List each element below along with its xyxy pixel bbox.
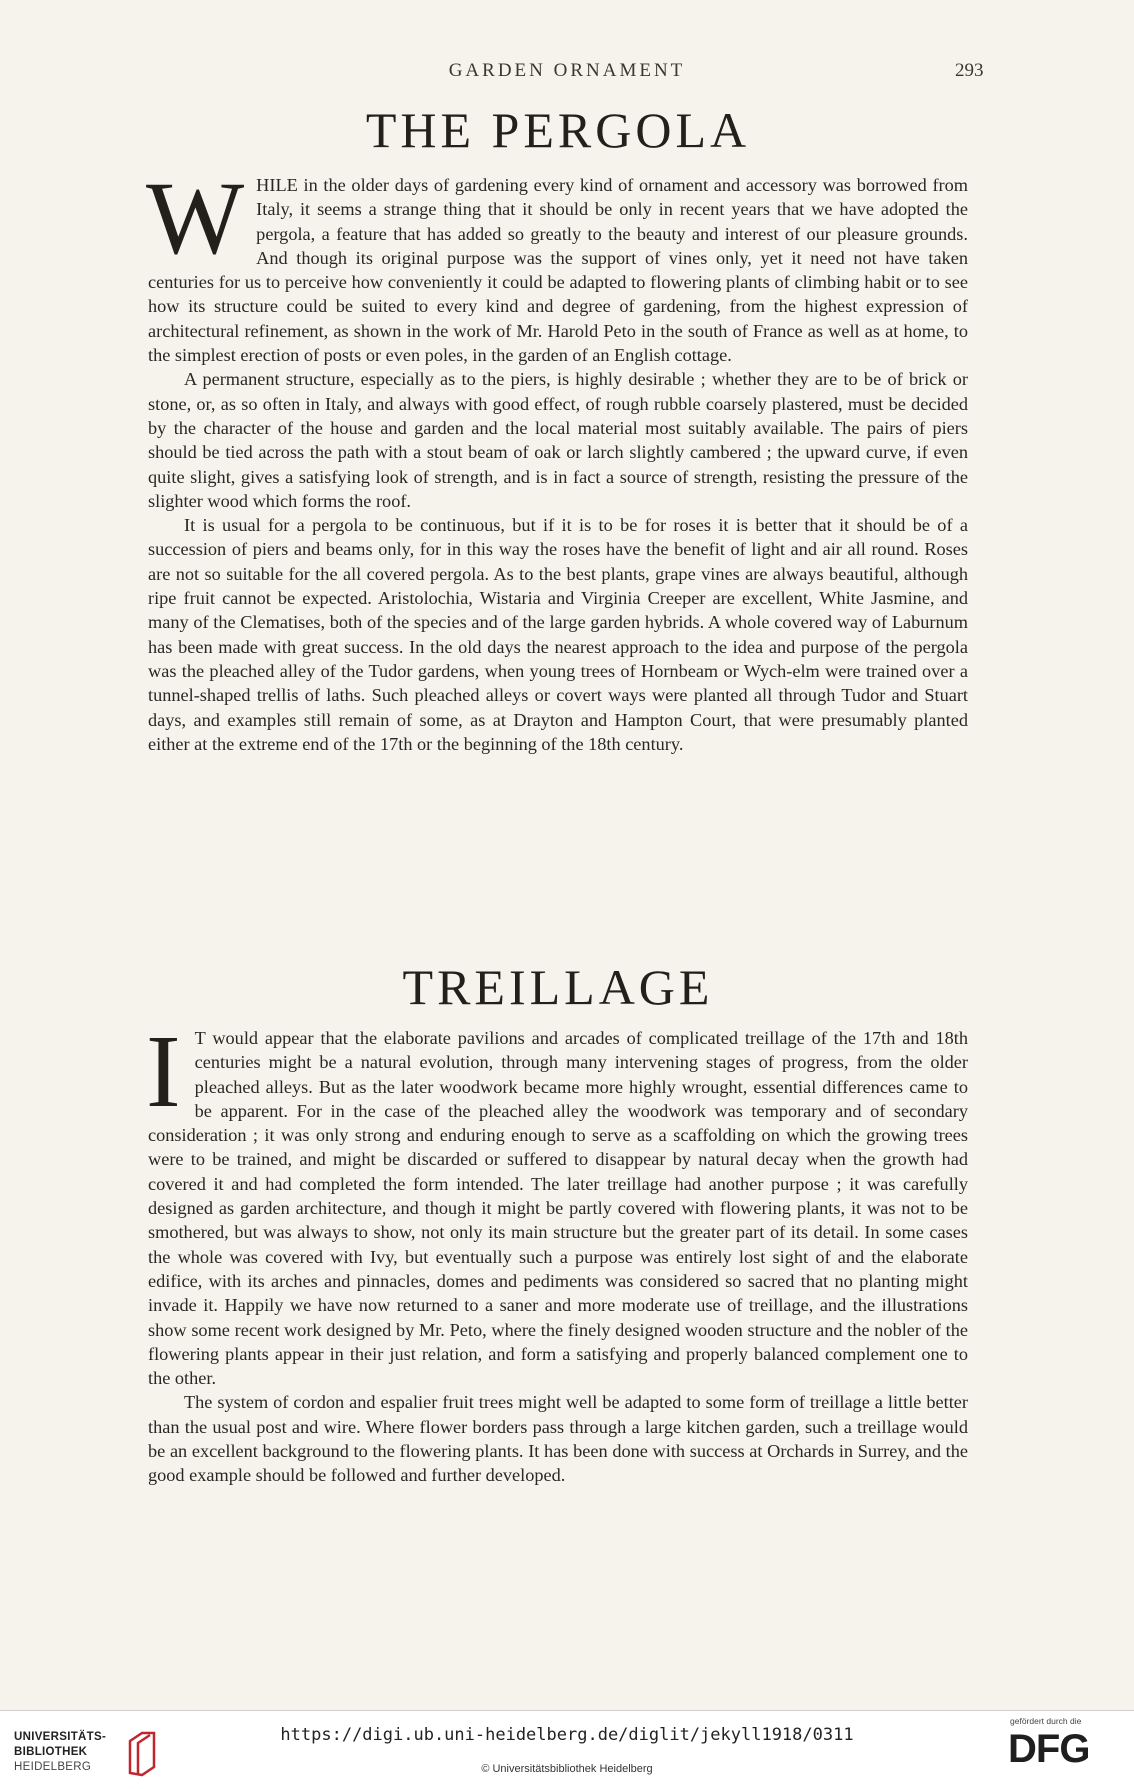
section-title-pergola: THE PERGOLA [365, 102, 751, 158]
funding-note: gefördert durch die [1010, 1716, 1082, 1726]
section-title-treillage: TREILLAGE [402, 959, 714, 1015]
pergola-paragraph-2: A permanent structure, especially as to the piers, is highly desirable ; whether they are to be of brick or stone, or, as so often in Italy, and always with good effect, of rough rubble coarsely plastered, must be decided by the character of the house and garden and the local material most suitably available. The pairs of piers should be tied across the path with a stout beam of oak or larch slightly cambered ; the upward curve, if even quite slight, gives a satisfying look of strength, and is in fact a source of strength, resisting the pressure of the slighter wood which forms the roof. [148, 369, 968, 511]
dfg-logo: DFG [1008, 1727, 1090, 1771]
library-name-line2: BIBLIOTHEK [14, 1746, 88, 1758]
pergola-section [146, 102, 968, 756]
digitization-footer [0, 1710, 1134, 1789]
treillage-paragraph-2: The system of cordon and espalier fruit trees might well be adapted to some form of treillage a little better than the usual post and wire. Where flower borders pass through a large kitchen garden, such a treillage would be an excellent background to the flowering plants. It has been done with success at Orchards in Surrey, and the good example should be followed and further developed. [148, 1392, 968, 1486]
copyright-notice: © Universitätsbibliothek Heidelberg [481, 1763, 653, 1775]
treillage-paragraph-1: I T would appear that the elaborate pavilions and arcades of complicated treillage of the 17th and 18th centuries might be a natural evolution, through many intervening stages of progress, from the older pleached alleys. But as the later woodwork became more highly wrought, essential differences came to be apparent. For in the case of the pleached alley the woodwork was temporary and of secondary consideration ; it was only strong and enduring enough to serve as a scaffolding on which the growing trees were to be trained, and might be discarded or suffered to disappear by natural decay when the growth had covered it and had completed the form intended. The later treillage had another purpose ; it was carefully designed as garden architecture, and though it might be partly covered with flowering plants, it was not to be smothered, but was always to show, not only its main structure but the greater part of its detail. In some cases the whole was covered with Ivy, but eventually such a purpose was entirely lost sight of and the elaborate edifice, with its arches and pinnacles, domes and pediments was considered so sacred that no planting might invade it. Happily we have now returned to a saner and more moderate use of treillage, and the illustrations show some recent work designed by Mr. Peto, where the finely designed wooden structure and the nobler of the flowering plants appear in their just relation, and form a satisfying and properly balanced complement one to the other. [146, 1014, 968, 1389]
page-number: 293 [955, 60, 984, 81]
pergola-paragraph-1: WHILE in the older days of gardening every kind of ornament and accessory was borrowed from Italy, it seems a strange thing that it should be only in recent years that we have adopted the pergola, a feature that has added so greatly to the beauty and interest of our pleasure grounds. And though its original purpose was the support of vines only, yet it need not have taken centuries for us to perceive how conveniently it could be adapted to flowering plants of climbing habit or to see how its structure could be suited to every kind and degree of gardening, from the highest expression of architectural refinement, as shown in the work of Mr. Harold Peto in the south of France as well as at home, to the simplest erection of posts or even poles, in the garden of an English cottage. [146, 161, 968, 366]
running-title: GARDEN ORNAMENT [448, 60, 686, 81]
treillage-section [146, 959, 968, 1488]
dropcap-w: W [146, 161, 245, 276]
library-name-line3: HEIDELBERG [14, 1761, 92, 1773]
permalink-url[interactable]: https://digi.ub.uni-heidelberg.de/diglit/jekyll1918/0311 [280, 1725, 854, 1745]
library-name-line1: UNIVERSITÄTS- [14, 1731, 107, 1743]
pergola-paragraph-3: It is usual for a pergola to be continuous, but if it is to be for roses it is better that it should be of a succession of piers and beams only, for in this way the roses have the benefit of light and air all round. Roses are not so suitable for the all covered pergola. As to the best plants, grape vines are always beautiful, although ripe fruit cannot be expected. Aristolochia, Wistaria and Virginia Creeper are excellent, White Jasmine, and many of the Clematises, both of the species and of the large garden hybrids. A whole covered way of Laburnum has been made with great success. In the old days the nearest approach to the idea and purpose of the pergola was the pleached alley of the Tudor gardens, when young trees of Hornbeam or Wych-elm were trained over a tunnel-shaped trellis of laths. Such pleached alleys or covert ways were planted all through Tudor and Stuart days, and examples still remain of some, as at Drayton and Hampton Court, that were presumably planted either at the extreme end of the 17th or the beginning of the 18th century. [148, 515, 968, 754]
dropcap-i: I [146, 1014, 181, 1129]
